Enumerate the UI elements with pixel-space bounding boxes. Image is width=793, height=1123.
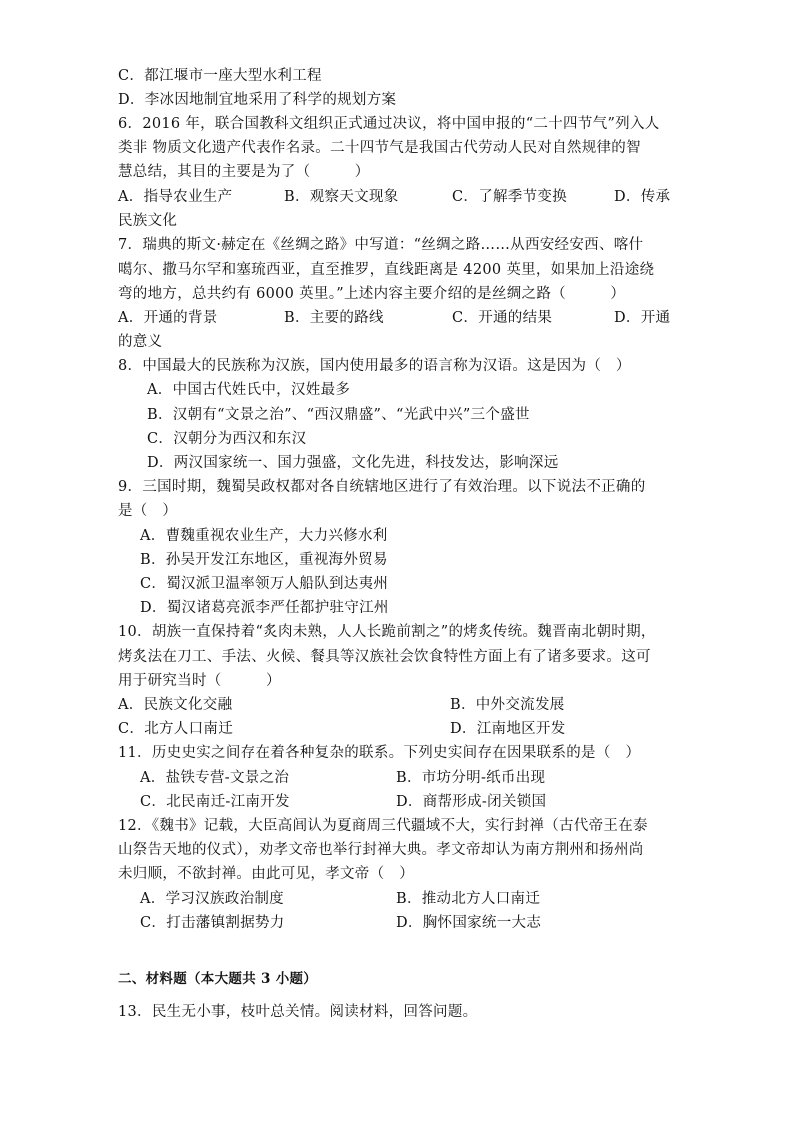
q11-option-a: A．盐铁专营-文景之治 <box>140 770 290 786</box>
q8-option-d: D．两汉国家统一、国力强盛，文化先进，科技发达，影响深远 <box>147 455 559 471</box>
q11-option-d: D．商帮形成-闭关锁国 <box>396 794 547 810</box>
q8-option-b: B．汉朝有“文景之治”、“西汉鼎盛”、“光武中兴”三个盛世 <box>147 407 530 423</box>
q7-stem-line3: 弯的地方，总共约有 6000 英里。”上述内容主要介绍的是丝绸之路（ ） <box>118 286 626 302</box>
q12-stem-line1: 12．《魏书》记载，大臣高闾认为夏商周三代疆域不大，实行封禅（古代帝王在泰 <box>118 818 648 834</box>
q5-option-c: C．都江堰市一座大型水利工程 <box>118 68 322 84</box>
q7-stem-line1: 7．瑞典的斯文·赫定在《丝绸之路》中写道：“丝绸之路……从西安经安西、喀什 <box>118 237 644 253</box>
q9-option-a: A．曹魏重视农业生产，大力兴修水利 <box>140 528 388 544</box>
q7-stem-line2: 噶尔、撒马尔罕和塞琉西亚，直至推罗，直线距离是 4200 英里，如果加上沿途绕 <box>118 262 655 278</box>
q10-option-a: A．民族文化交融 <box>118 697 233 713</box>
section-heading: 二、材料题（本大题共 3 小题） <box>118 971 318 987</box>
q8-option-a: A．中国古代姓氏中，汉姓最多 <box>147 382 351 398</box>
q10-stem-line1: 10．胡族一直保持着“炙肉未熟，人人长跪前割之”的烤炙传统。魏晋南北朝时期， <box>118 624 656 640</box>
q11-stem-line1: 11．历史史实之间存在着各种复杂的联系。下列史实间存在因果联系的是（ ） <box>118 745 641 761</box>
q12-option-c: C．打击藩镇割据势力 <box>140 915 285 931</box>
q7-option-a: A．开通的背景 <box>118 310 218 326</box>
q12-stem-line2: 山祭告天地的仪式），劝孝文帝也举行封禅大典。孝文帝却认为南方荆州和扬州尚 <box>118 842 644 858</box>
q9-stem-line1: 9．三国时期，魏蜀吴政权都对各自统辖地区进行了有效治理。以下说法不正确的 <box>118 479 646 495</box>
q6-option-c: C．了解季节变换 <box>452 189 567 205</box>
q10-option-d: D．江南地区开发 <box>450 721 566 737</box>
q9-option-c: C．蜀汉派卫温率领万人船队到达夷州 <box>140 576 389 592</box>
q13-stem-line1: 13．民生无小事，枝叶总关情。阅读材料，回答问题。 <box>118 1004 478 1020</box>
q10-stem-line2: 烤炙法在刀工、手法、火候、餐具等汉族社会饮食特性方面上有了诸多要求。这可 <box>118 649 651 665</box>
q7-option-d-continued: 的意义 <box>118 334 163 350</box>
q12-option-a: A．学习汉族政治制度 <box>140 891 284 907</box>
q7-option-b: B．主要的路线 <box>284 310 384 326</box>
q12-stem-line3: 未归顺，不欲封禅。由此可见，孝文帝（ ） <box>118 866 414 882</box>
q9-option-b: B．孙吴开发江东地区，重视海外贸易 <box>140 552 388 568</box>
q8-stem-line1: 8．中国最大的民族称为汉族，国内使用最多的语言称为汉语。这是因为（ ） <box>118 358 631 374</box>
q6-option-b: B．观察天文现象 <box>284 189 399 205</box>
q6-option-d-continued: 民族文化 <box>118 213 178 229</box>
q12-option-d: D．胸怀国家统一大志 <box>396 915 542 931</box>
q12-option-b: B．推动北方人口南迁 <box>396 891 541 907</box>
q5-option-d: D．李冰因地制宜地采用了科学的规划方案 <box>118 92 397 108</box>
q7-option-c: C．开通的结果 <box>452 310 553 326</box>
q10-option-b: B．中外交流发展 <box>450 697 565 713</box>
q11-option-b: B．市坊分明-纸币出现 <box>396 770 546 786</box>
q6-option-d: D．传承 <box>614 189 671 205</box>
q8-option-c: C．汉朝分为西汉和东汉 <box>147 431 307 447</box>
q6-stem-line2: 类非 物质文化遗产代表作名录。二十四节气是我国古代劳动人民对自然规律的智 <box>118 140 641 156</box>
q9-stem-line2: 是（ ） <box>118 503 178 519</box>
q9-option-d: D．蜀汉诸葛亮派李严任都护驻守江州 <box>140 600 389 616</box>
q7-option-d: D．开通 <box>614 310 671 326</box>
q10-option-c: C．北方人口南迁 <box>118 721 233 737</box>
q11-option-c: C．北民南迁-江南开发 <box>140 794 290 810</box>
q6-option-a: A．指导农业生产 <box>118 189 233 205</box>
q6-stem-line3: 慧总结，其目的主要是为了（ ） <box>118 164 370 180</box>
q6-stem-line1: 6．2016 年，联合国教科文组织正式通过决议，将中国申报的“二十四节气”列入人 <box>118 116 660 132</box>
q10-stem-line3: 用于研究当时（ ） <box>118 673 281 689</box>
